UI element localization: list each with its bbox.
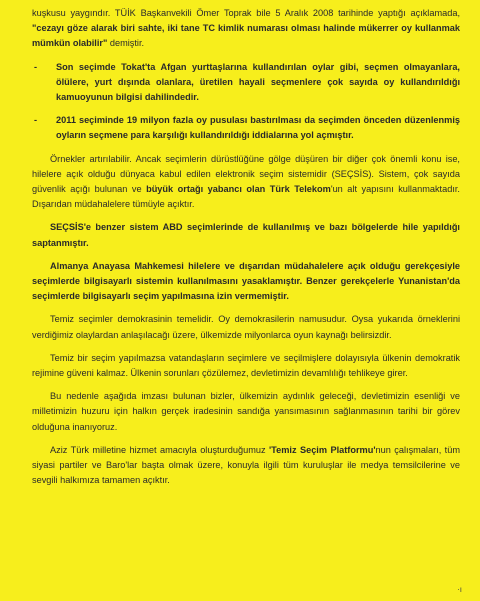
intro-continuation: [32, 6, 460, 52]
bullet-item: [32, 60, 460, 106]
bullet-text: Son seçimde Tokat'ta Afgan yurttaşlarına kullandırılan oylar gibi, seçmen olmayanlara, ölülere, yurt dışında olanlara, üretilen hayali seçmenlere çok sayıda oy kullandırıldığı kamuoyunun bilgisi dahilindedir.: [56, 61, 460, 103]
examples-text: Örnekler artırılabilir. Ancak seçimlerin dürüstlüğüne gölge düşüren bir diğer çok önemli konu ise, hilelere açık olduğu dünyaca kabul edilen elektronik seçim sistemidir (SEÇSİS). Sistem, çok sayıda güvenlik açığı bulunan ve: [32, 153, 460, 195]
bullet-text: 2011 seçiminde 19 milyon fazla oy pusulası bastırılması da seçimden önceden düzenlenmiş oyların seçmene para karşılığı kullandırıldığı iddialarına yol açmıştır.: [56, 115, 460, 141]
platform-name: 'Temiz Seçim Platformu': [269, 444, 376, 455]
platform-text: Aziz Türk milletine hizmet amacıyla oluşturduğumuz: [50, 444, 269, 455]
germany-paragraph: Almanya Anayasa Mahkemesi hilelere ve dışarıdan müdahalelere açık olduğu gerekçesiyle seçimlerde bilgisayarlı sistemin kullanılmasını yasaklamıştır. Benzer gerekçelerle Yunanistan'da seçimlerde bilgisayarlı seçim yapılmasına izin vermemiştir.: [32, 260, 460, 302]
examples-text-end: 'un alt yapısını kullanmaktadır. Dışarıdan müdahalelere tümüyle açıktır.: [32, 184, 460, 210]
intro-quote: "cezayı göze alarak biri sahte, iki tane TC kimlik numarası olması halinde mükerrer oy kullanmak mümkün olabilir": [32, 23, 460, 49]
secsis-paragraph: SEÇSİS'e benzer sistem ABD seçimlerinde de kullanılmış ve bazı bölgelerde hile yapıldığı saptanmıştır.: [32, 222, 460, 248]
clean-election-paragraph: Temiz seçimler demokrasinin temelidir. Oy demokrasilerin namusudur. Oysa yukarıda örneklerini verdiğimiz olaylardan anlaşılacağı üzere, ülkemizde milyonlarca oyun kaynağı belirsizdir.: [32, 314, 460, 340]
bullet-item: [32, 113, 460, 143]
page-mark: ·ı: [457, 584, 462, 594]
trust-paragraph: Temiz bir seçim yapılmazsa vatandaşların seçimlere ve seçilmişlere dolayısıyla ülkenin demokratik rejimine güveni kalmaz. Ülkenin sorunları çözülemez, devletimizin devamlılığı tehlikeye girer.: [32, 352, 460, 379]
intro-text: kuşkusu yaygındır. TÜİK Başkanvekili Ömer Toprak bile 5 Aralık 2008 tarihinde yaptığı açıklamada,: [32, 8, 460, 18]
bullet-dash: -: [34, 115, 38, 126]
reason-paragraph: Bu nedenle aşağıda imzası bulunan bizler, ülkemizin aydınlık geleceği, devletimizin esenliği ve milletimizin huzuru için halkın gerçek iradesinin sandığa yansımasının sağlanmasının tarihi bir görev olduğuna inanıyoruz.: [32, 391, 460, 432]
bullet-dash: -: [34, 61, 38, 72]
examples-paragraph: [32, 152, 460, 213]
platform-paragraph: [32, 443, 460, 489]
intro-text-end: demiştir.: [107, 38, 145, 49]
examples-bold: büyük ortağı yabancı olan Türk Telekom: [146, 184, 331, 195]
platform-text-end: nun çalışmaları, tüm siyasi partiler ve Baro'lar başta olmak üzere, konuyla ilgili tüm kuruluşlar ile medya temsilcilerine ve sevgili halkımıza tamamen açıktır.: [32, 444, 460, 486]
